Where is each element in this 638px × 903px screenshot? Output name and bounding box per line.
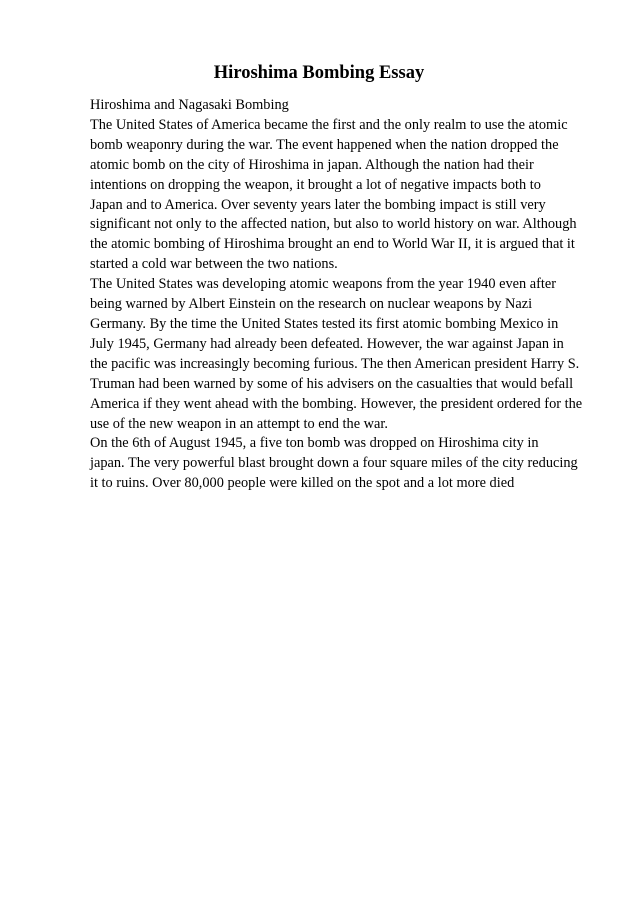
text-line: started a cold war between the two nations. — [90, 256, 338, 273]
text-line: Hiroshima and Nagasaki Bombing — [90, 97, 289, 113]
text-line: The United States of America became the first and the only realm to use the atomic — [90, 116, 568, 133]
document-title: Hiroshima Bombing Essay — [213, 63, 425, 83]
text-line: Japan and to America. Over seventy years later the bombing impact is still very — [90, 196, 546, 213]
text-line: it to ruins. Over 80,000 people were killed on the spot and a lot more died — [90, 475, 515, 492]
text-line: the pacific was increasingly becoming furious. The then American president Harry S. — [90, 355, 580, 372]
text-line: America if they went ahead with the bombing. However, the president ordered for the — [90, 395, 583, 412]
text-line: use of the new weapon in an attempt to end the war. — [90, 415, 388, 432]
text-line: the atomic bombing of Hiroshima brought an end to World War II, it is argued that it — [90, 236, 575, 253]
text-line: atomic bomb on the city of Hiroshima in japan. Although the nation had their — [90, 156, 534, 173]
text-line: July 1945, Germany had already been defeated. However, the war against Japan in — [90, 335, 564, 352]
document-body — [90, 96, 590, 494]
text-line: being warned by Albert Einstein on the research on nuclear weapons by Nazi — [90, 296, 533, 313]
text-line: bomb weaponry during the war. The event happened when the nation dropped the — [90, 136, 559, 153]
text-line: japan. The very powerful blast brought down a four square miles of the city reducing — [90, 455, 578, 472]
text-line: significant not only to the affected nation, but also to world history on war. Although — [90, 216, 577, 233]
text-line: On the 6th of August 1945, a five ton bomb was dropped on Hiroshima city in — [90, 435, 539, 452]
text-line: Truman had been warned by some of his advisers on the casualties that would befall — [90, 375, 574, 392]
text-line: The United States was developing atomic weapons from the year 1940 even after — [90, 276, 557, 293]
text-line: Germany. By the time the United States tested its first atomic bombing Mexico in — [90, 315, 559, 332]
text-line: intentions on dropping the weapon, it brought a lot of negative impacts both to — [90, 176, 541, 193]
